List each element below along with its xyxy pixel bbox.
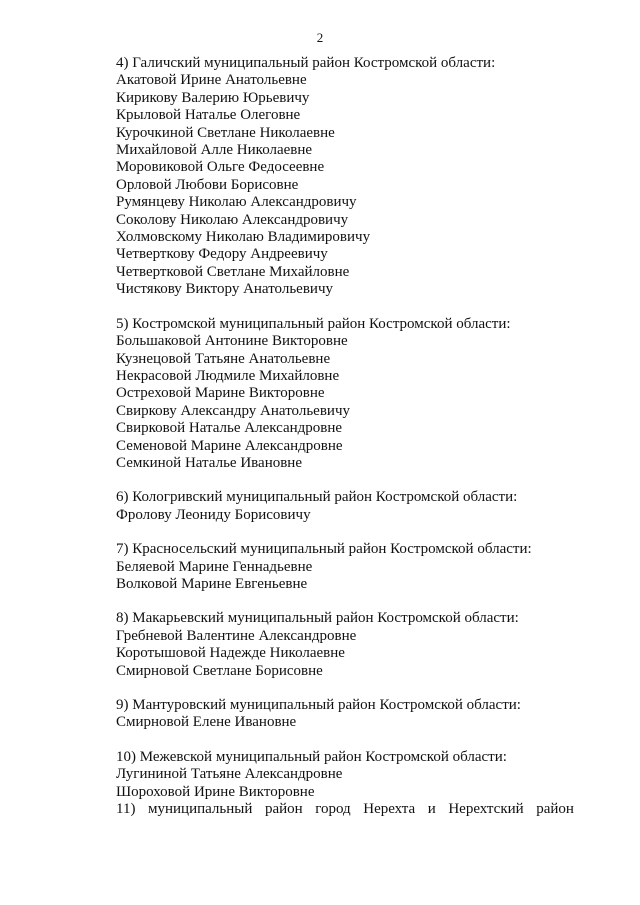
- district-heading: 9) Мантуровский муниципальный район Костромской области:: [116, 697, 521, 713]
- district-group: [116, 541, 576, 593]
- recipient-name: Свирковой Наталье Александровне: [116, 420, 343, 437]
- page-number: 2: [316, 30, 324, 45]
- recipient-name: Шороховой Ирине Викторовне: [116, 783, 315, 800]
- district-heading: 7) Красносельский муниципальный район Костромской области:: [116, 541, 532, 558]
- recipient-name: Гребневой Валентине Александровне: [116, 627, 357, 644]
- district-heading: 5) Костромской муниципальный район Костромской области:: [116, 315, 511, 332]
- heading-word: и: [427, 801, 436, 818]
- recipient-name: Крыловой Наталье Олеговне: [116, 107, 301, 124]
- recipient-name: Четвертковой Светлане Михайловне: [116, 263, 350, 280]
- recipient-name: Беляевой Марине Геннадьевне: [116, 558, 313, 575]
- district-heading: 4) Галичский муниципальный район Костромской области:: [116, 55, 496, 71]
- recipient-name: Михайловой Алле Николаевне: [116, 142, 313, 159]
- recipient-name: Кирикову Валерию Юрьевичу: [116, 89, 310, 106]
- recipient-name: Чистякову Виктору Анатольевичу: [116, 281, 333, 298]
- district-heading-continued: [116, 801, 574, 818]
- heading-word: 11): [116, 801, 136, 818]
- district-heading: 10) Межевской муниципальный район Костромской области:: [116, 748, 507, 765]
- recipient-name: Румянцеву Николаю Александровичу: [116, 194, 357, 211]
- document-body: [116, 55, 576, 818]
- district-group: [116, 489, 576, 524]
- recipient-name: Орловой Любови Борисовне: [116, 176, 299, 193]
- recipient-name: Свиркову Александру Анатольевичу: [116, 402, 350, 419]
- recipient-name: Волковой Марине Евгеньевне: [116, 575, 308, 592]
- recipient-name: Некрасовой Людмиле Михайловне: [116, 367, 340, 384]
- recipient-name: Моровиковой Ольге Федосеевне: [116, 159, 325, 176]
- recipient-name: Семеновой Марине Александровне: [116, 437, 343, 454]
- recipient-name: Соколову Николаю Александровичу: [116, 211, 349, 228]
- district-list: [116, 55, 576, 801]
- heading-word: район: [536, 801, 574, 818]
- heading-word: Нерехта: [363, 801, 416, 818]
- recipient-name: Лугининой Татьяне Александровне: [116, 766, 343, 783]
- district-group: [116, 749, 576, 801]
- recipient-name: Семкиной Наталье Ивановне: [116, 454, 302, 471]
- district-group: [116, 610, 576, 680]
- recipient-name: Смирновой Елене Ивановне: [116, 714, 297, 731]
- heading-word: Нерехтский: [448, 801, 524, 818]
- district-group-continued: [116, 801, 576, 818]
- recipient-name: Фролову Леониду Борисовичу: [116, 506, 311, 523]
- district-group: [116, 316, 576, 473]
- heading-word: район: [264, 801, 303, 818]
- recipient-name: Акатовой Ирине Анатольевне: [116, 72, 307, 89]
- district-group: [116, 55, 576, 299]
- recipient-name: Холмовскому Николаю Владимировичу: [116, 229, 371, 246]
- recipient-name: Большаковой Антонине Викторовне: [116, 333, 348, 350]
- recipient-name: Коротышовой Надежде Николаевне: [116, 645, 345, 662]
- recipient-name: Кузнецовой Татьяне Анатольевне: [116, 350, 331, 367]
- recipient-name: Курочкиной Светлане Николаевне: [116, 124, 335, 141]
- heading-word: город: [315, 801, 351, 818]
- district-heading: 8) Макарьевский муниципальный район Костромской области:: [116, 610, 519, 627]
- district-group: [116, 697, 576, 732]
- recipient-name: Остреховой Марине Викторовне: [116, 385, 325, 402]
- district-heading: 6) Кологривский муниципальный район Костромской области:: [116, 489, 518, 506]
- heading-word: муниципальный: [148, 801, 253, 818]
- recipient-name: Четверткову Федору Андреевичу: [116, 246, 328, 263]
- recipient-name: Смирновой Светлане Борисовне: [116, 662, 323, 679]
